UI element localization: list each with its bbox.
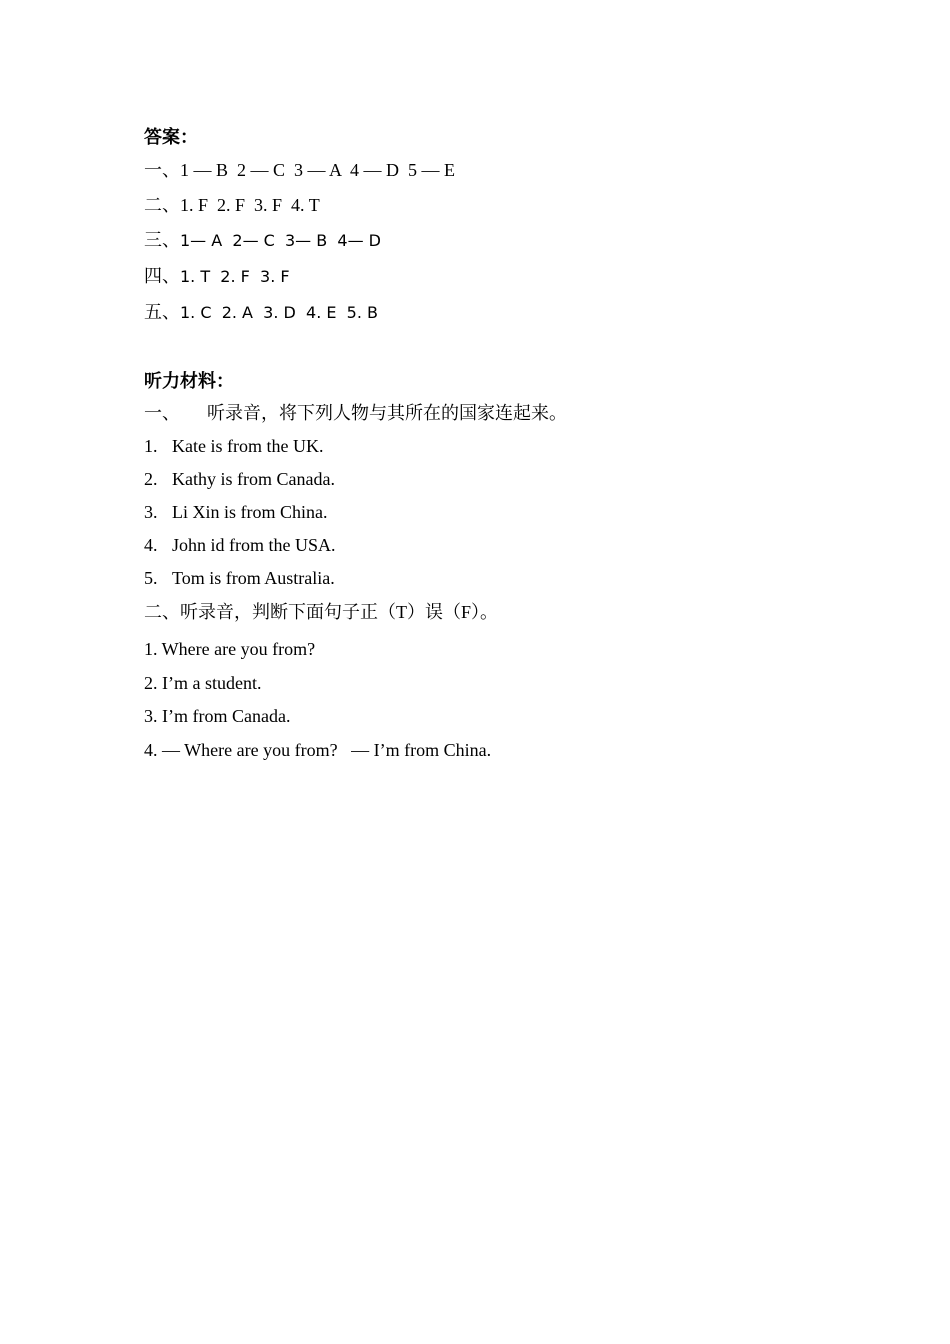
answer-line-4 [144,264,290,289]
list-item: 2. I’m a student. [144,673,262,693]
answer-line-1 [144,158,455,182]
answer-text: 1. F 2. F 3. F 4. T [180,195,320,215]
answer-text: 1— A 2— C 3— B 4— D [180,231,381,250]
list-item: 1. Where are you from? [144,639,316,659]
answer-line-2 [144,193,320,217]
list-item [144,434,323,458]
item-text: Kathy is from Canada. [172,469,335,489]
item-number: 4. [144,535,158,555]
item-number: 5. [144,568,158,588]
list-item [144,566,335,590]
answer-prefix: 二、 [144,195,180,215]
answer-prefix: 四、 [144,266,180,286]
answer-prefix: 三、 [144,230,180,250]
listening-heading: 听力材料： [144,371,234,391]
item-number: 1. [144,436,158,456]
item-text: Li Xin is from China. [172,502,328,522]
list-item [144,467,335,491]
item-text: Kate is from the UK. [172,436,324,456]
answer-prefix: 五、 [144,302,180,322]
answers-heading: 答案： [144,127,198,147]
list-item [144,500,328,524]
item-number: 2. [144,469,158,489]
item-number: 3. [144,502,158,522]
answer-text: 1 — B 2 — C 3 — A 4 — D 5 — E [180,160,456,180]
list-item: 3. I’m from Canada. [144,706,291,726]
item-text: Tom is from Australia. [172,568,335,588]
list-item: 4. — Where are you from? — I’m from China. [144,740,492,760]
answer-text: 1. T 2. F 3. F [180,267,290,286]
item-text: John id from the USA. [172,535,336,555]
section2-title: 二、听录音，判断下面句子正（T）误（F）。 [144,602,499,622]
answer-text: 1. C 2. A 3. D 4. E 5. B [180,303,378,322]
list-item [144,533,336,557]
answer-line-3 [144,228,381,253]
answer-prefix: 一、 [144,160,180,180]
answer-line-5 [144,300,378,325]
section1-title: 一、 听录音，将下列人物与其所在的国家连起来。 [144,403,567,423]
